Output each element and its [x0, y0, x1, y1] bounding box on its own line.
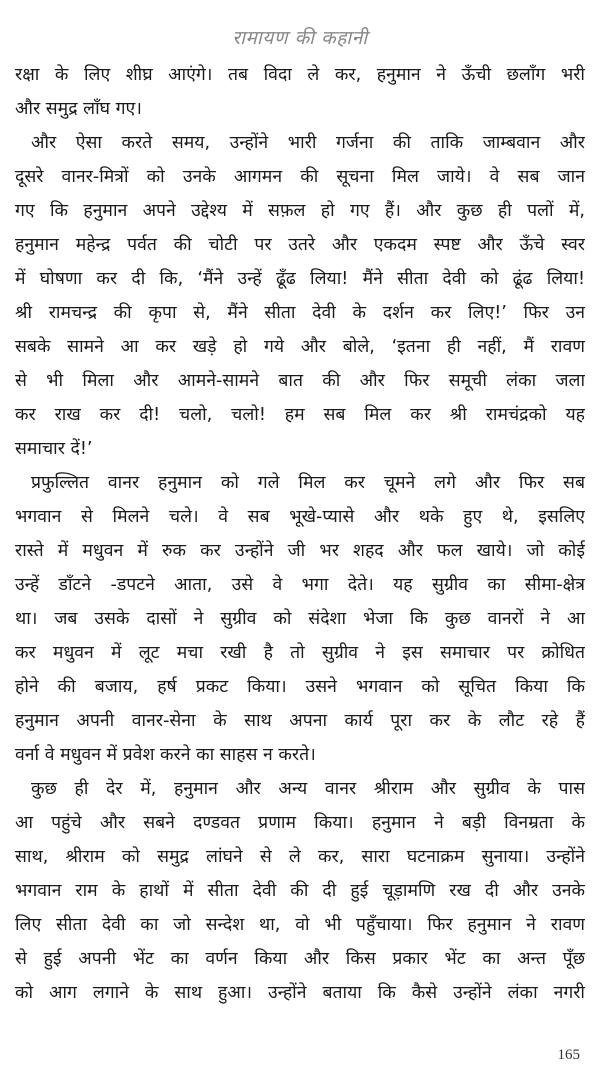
body-text [15, 58, 585, 1010]
page-number: 165 [557, 1047, 580, 1063]
text-line: हनुमान महेन्द्र पर्वत की चोटी पर उतरे और एकदम स्पष्ट और ऊँचे स्वर [15, 235, 585, 255]
text-line: श्री रामचन्द्र की कृपा से, मैंने सीता देवी के दर्शन कर लिए!’ फिर उन [15, 303, 585, 323]
text-line: वर्ना वे मधुवन में प्रवेश करने का साहस न करते। [15, 745, 316, 765]
text-line: गए कि हनुमान अपने उद्देश्य में सफ़ल हो गए हैं। और कुछ ही पलों में, [15, 201, 585, 221]
text-line: कर राख कर दी! चलो, चलो! हम सब मिल कर श्री रामचंद्रको यह [15, 405, 585, 425]
text-line: साथ, श्रीराम को समुद्र लांघने से ले कर, सारा घटनाक्रम सुनाया। उन्होंने [15, 847, 585, 867]
text-line: को आग लगाने के साथ हुआ। उन्होंने बताया कि कैसे उन्होंने लंका नगरी [15, 983, 585, 1003]
text-line: उन्हें डाँटने -डपटने आता, उसे वे भगा देते। यह सुग्रीव का सीमा-क्षेत्र [15, 575, 585, 595]
text-line: समाचार दें!’ [15, 439, 93, 459]
text-line: आ पहुंचे और सबने दण्डवत प्रणाम किया। हनुमान ने बड़ी विनम्रता के [15, 813, 585, 833]
text-line: और ऐसा करते समय, उन्होंने भारी गर्जना की ताकि जाम्बवान और [31, 133, 585, 153]
text-line: दूसरे वानर-मित्रों को उनके आगमन की सूचना मिल जाये। वे सब जान [15, 167, 585, 187]
text-line: प्रफुल्लित वानर हनुमान को गले मिल कर चूमने लगे और फिर सब [31, 473, 585, 493]
text-line: से हुई अपनी भेंट का वर्णन किया और किस प्रकार भेंट का अन्त पूँछ [15, 949, 585, 969]
text-line: रक्षा के लिए शीघ्र आएंगे। तब विदा ले कर, हनुमान ने ऊँची छलाँग भरी [15, 65, 585, 85]
text-line: भगवान राम के हाथों में सीता देवी की दी हुई चूड़ामणि रख दी और उनके [15, 881, 585, 901]
running-head: रामायण की कहानी [232, 27, 368, 49]
text-line: में घोषणा कर दी कि, ‘मैंने उन्हें ढूँढ लिया! मैंने सीता देवी को ढूंढ लिया! [15, 269, 585, 289]
text-line: भगवान से मिलने चले। वे सब भूखे-प्यासे और थके हुए थे, इसलिए [15, 507, 585, 527]
text-line: सबके सामने आ कर खड़े हो गये और बोले, ‘इतना ही नहीं, मैं रावण [15, 337, 585, 357]
text-line: से भी मिला और आमने-सामने बात की और फिर समूची लंका जला [15, 371, 585, 391]
text-line: हनुमान अपनी वानर-सेना के साथ अपना कार्य पूरा कर के लौट रहे हैं [15, 711, 585, 731]
text-line: होने की बजाय, हर्ष प्रकट किया। उसने भगवान को सूचित किया कि [15, 677, 585, 697]
text-line: रास्ते में मधुवन में रुक कर उन्होंने जी भर शहद और फल खाये। जो कोई [15, 541, 585, 561]
text-line: और समुद्र लाँघ गए। [15, 99, 142, 119]
text-line: कर मधुवन में लूट मचा रखी है तो सुग्रीव ने इस समाचार पर क्रोधित [15, 643, 585, 663]
text-line: लिए सीता देवी का जो सन्देश था, वो भी पहुँचाया। फिर हनुमान ने रावण [15, 915, 585, 935]
text-line: था। जब उसके दासों ने सुग्रीव को संदेशा भेजा कि कुछ वानरों ने आ [15, 609, 585, 629]
text-line: कुछ ही देर में, हनुमान और अन्य वानर श्रीराम और सुग्रीव के पास [31, 779, 585, 799]
